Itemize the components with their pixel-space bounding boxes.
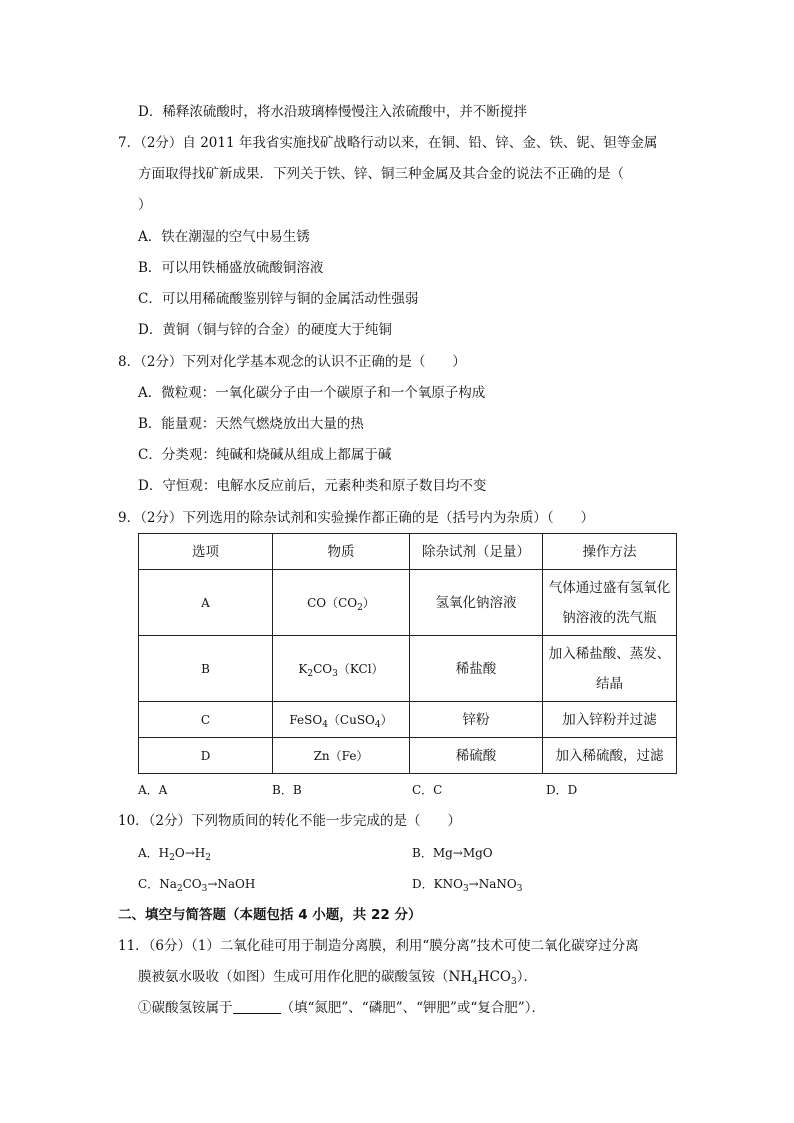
q7-stem-line2: 方面取得找矿新成果．下列关于铁、锌、铜三种金属及其合金的说法不正确的是（	[138, 166, 624, 182]
q10-option-c: C．$Na_2CO_3\to NaOH$	[138, 877, 256, 894]
row-d-method: 加入稀硫酸，过滤	[543, 738, 677, 774]
q6-option-d: D．稀释浓硫酸时，将水沿玻璃棒慢慢注入浓硫酸中，并不断搅拌	[138, 104, 527, 120]
q7-stem-line1: 7．（2分）自 2011 年我省实施找矿战略行动以来，在铜、铅、锌、金、铁、铌、钽等金属	[118, 135, 658, 151]
header-substance: 物质	[273, 534, 410, 570]
row-a-option: A	[139, 570, 273, 636]
table-row	[139, 636, 677, 702]
table-header-row	[139, 534, 677, 570]
q10-stem: 10．（2分）下列物质间的转化不能一步完成的是（ ）	[118, 813, 462, 829]
q10-option-a: A．$H_2O\to H_2$	[138, 846, 211, 863]
header-reagent: 除杂试剂（足量）	[410, 534, 543, 570]
header-option: 选项	[139, 534, 273, 570]
q9-stem: 9．（2分）下列选用的除杂试剂和实验操作都正确的是（括号内为杂质）（ ）	[118, 510, 595, 526]
header-method: 操作方法	[543, 534, 677, 570]
row-b-substance: $K_2CO_3(KCl)$	[273, 636, 410, 702]
row-a-method: 气体通过盛有氢氧化 钠溶液的洗气瓶	[543, 570, 677, 636]
table-row	[139, 738, 677, 774]
row-a-reagent: 氢氧化钠溶液	[410, 570, 543, 636]
q8-stem: 8．（2分）下列对化学基本观念的认识不正确的是（ ）	[118, 354, 466, 370]
row-c-method: 加入锌粉并过滤	[543, 702, 677, 738]
q8-option-d: D．守恒观：电解水反应前后，元素种类和原子数目均不变	[138, 478, 487, 494]
q7-option-b: B．可以用铁桶盛放硫酸铜溶液	[138, 260, 324, 276]
table-row	[139, 702, 677, 738]
q11-sub1: ①碳酸氢铵属于 （填“氮肥”、“磷肥”、“钾肥”或“复合肥”）．	[138, 1000, 545, 1016]
q7-stem-line3: ）	[138, 197, 152, 213]
row-c-substance: FeSO$_4$（CuSO$_4$）	[273, 702, 410, 738]
row-c-option: C	[139, 702, 273, 738]
q9-answer-c: C．C	[412, 783, 443, 797]
q11-line2: 膜被氨水吸收（如图）生成可用作化肥的碳酸氢铵$(NH_4HCO_3)$．	[138, 969, 537, 987]
row-b-option: B	[139, 636, 273, 702]
q10-option-b: B．Mg→MgO	[412, 846, 493, 860]
q11-line1: 11．（6分）（1）二氧化硅可用于制造分离膜，利用“膜分离”技术可使二氧化碳穿过分离	[118, 938, 639, 954]
q7-option-d: D．黄铜（铜与锌的合金）的硬度大于纯铜	[138, 322, 392, 338]
answer-blank[interactable]	[233, 999, 281, 1014]
q9-table	[138, 533, 677, 774]
q8-option-a: A．微粒观：一氧化碳分子由一个碳原子和一个氧原子构成	[138, 385, 486, 401]
row-c-reagent: 锌粉	[410, 702, 543, 738]
row-d-option: D	[139, 738, 273, 774]
q9-answer-a: A．A	[138, 783, 168, 797]
row-d-substance: Zn（Fe）	[273, 738, 410, 774]
q8-option-c: C．分类观：纯碱和烧碱从组成上都属于碱	[138, 447, 392, 463]
section-title: 二、填空与简答题（本题包括 4 小题，共 22 分）	[118, 907, 422, 923]
row-d-reagent: 稀硫酸	[410, 738, 543, 774]
table-row	[139, 570, 677, 636]
q9-answer-d: D．D	[546, 783, 578, 797]
row-a-substance: $CO(CO_2)$	[273, 570, 410, 636]
q10-option-d: D．$KNO_3\to NaNO_3$	[412, 877, 523, 894]
row-b-reagent: 稀盐酸	[410, 636, 543, 702]
q7-option-a: A．铁在潮湿的空气中易生锈	[138, 229, 310, 245]
q8-option-b: B．能量观：天然气燃烧放出大量的热	[138, 416, 364, 432]
q7-option-c: C．可以用稀硫酸鉴别锌与铜的金属活动性强弱	[138, 291, 419, 307]
q9-answer-b: B．B	[272, 783, 302, 797]
row-b-method: 加入稀盐酸、蒸发、 结晶	[543, 636, 677, 702]
